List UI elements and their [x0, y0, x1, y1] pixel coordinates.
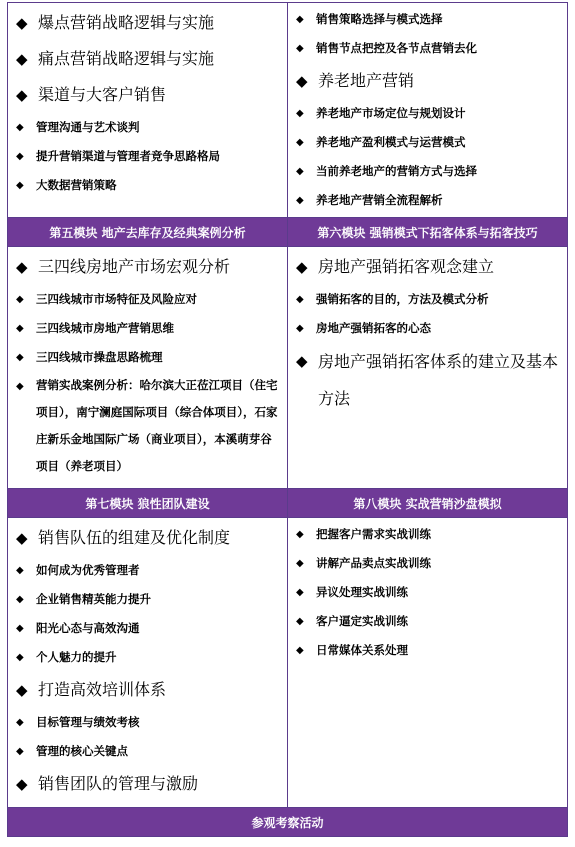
list-item [16, 643, 283, 672]
list-item-text: 如何成为优秀管理者 [36, 563, 140, 577]
diamond-bullet-icon: ◆ [296, 43, 304, 54]
diamond-bullet-icon: ◆ [296, 108, 304, 119]
list-item [296, 34, 563, 63]
list-top-right [288, 3, 567, 217]
list-item [296, 578, 563, 607]
diamond-bullet-icon: ◆ [16, 352, 24, 363]
list-item-text: 企业销售精英能力提升 [36, 592, 151, 606]
diamond-bullet-icon: ◆ [16, 14, 28, 32]
list-item-text: 渠道与大客户销售 [38, 85, 167, 104]
diamond-bullet-icon: ◆ [296, 166, 304, 177]
list-item-text: 打造高效培训体系 [38, 680, 167, 699]
list-item [296, 5, 563, 34]
diamond-bullet-icon: ◆ [16, 529, 28, 547]
cell-middle-left [8, 247, 288, 489]
list-item-text: 强销拓客的目的，方法及模式分析 [316, 292, 489, 306]
list-item [16, 343, 283, 372]
list-item-text: 养老地产市场定位与规划设计 [316, 106, 466, 120]
diamond-bullet-icon: ◆ [296, 258, 308, 276]
diamond-bullet-icon: ◆ [16, 746, 24, 757]
diamond-bullet-icon: ◆ [296, 352, 308, 370]
diamond-bullet-icon: ◆ [16, 623, 24, 634]
list-item-text: 目标管理与绩效考核 [36, 715, 140, 729]
list-middle-left [8, 247, 287, 482]
list-item [16, 708, 283, 737]
diamond-bullet-icon: ◆ [16, 122, 24, 133]
list-item [296, 99, 563, 128]
diamond-bullet-icon: ◆ [16, 258, 28, 276]
list-item-text: 管理沟通与艺术谈判 [36, 120, 140, 134]
list-item [296, 157, 563, 186]
row-middle [8, 247, 568, 489]
list-item-text: 三四线房地产市场宏观分析 [38, 257, 231, 276]
row-bottom [8, 518, 568, 808]
list-item [16, 41, 283, 77]
list-bottom-right [288, 518, 567, 667]
list-item-text: 日常媒体关系处理 [316, 643, 408, 657]
diamond-bullet-icon: ◆ [296, 294, 304, 305]
list-item [16, 672, 283, 708]
list-item-text: 房地产强销拓客体系的建立及基本方法 [318, 352, 559, 408]
diamond-bullet-icon: ◆ [16, 294, 24, 305]
list-bottom-left [8, 518, 287, 804]
diamond-bullet-icon: ◆ [296, 529, 304, 540]
header-row-modules-5-6 [8, 218, 568, 247]
list-item [296, 186, 563, 215]
module-7-header: 第七模块 狼性团队建设 [8, 489, 288, 518]
list-item [16, 556, 283, 585]
list-item [16, 285, 283, 314]
list-item [16, 520, 283, 556]
list-item-text: 销售策略选择与模式选择 [316, 12, 443, 26]
diamond-bullet-icon: ◆ [16, 381, 24, 392]
cell-middle-right [288, 247, 568, 489]
list-item [16, 372, 283, 480]
header-row-modules-7-8 [8, 489, 568, 518]
cell-bottom-left [8, 518, 288, 808]
list-item-text: 讲解产品卖点实战训练 [316, 556, 431, 570]
diamond-bullet-icon: ◆ [16, 652, 24, 663]
diamond-bullet-icon: ◆ [296, 616, 304, 627]
list-item-text: 管理的核心关键点 [36, 744, 128, 758]
list-item-text: 销售团队的管理与激励 [38, 774, 199, 793]
list-item-text: 房地产强销拓客观念建立 [318, 257, 495, 276]
list-item [296, 636, 563, 665]
diamond-bullet-icon: ◆ [16, 50, 28, 68]
list-item-text: 三四线城市房地产营销思维 [36, 321, 174, 335]
diamond-bullet-icon: ◆ [16, 86, 28, 104]
list-item-text: 个人魅力的提升 [36, 650, 117, 664]
list-item-text: 销售队伍的组建及优化制度 [38, 528, 231, 547]
list-item-text: 三四线城市市场特征及风险应对 [36, 292, 197, 306]
diamond-bullet-icon: ◆ [16, 323, 24, 334]
list-item [296, 128, 563, 157]
list-item-text: 房地产强销拓客的心态 [316, 321, 431, 335]
list-item-text: 客户逼定实战训练 [316, 614, 408, 628]
diamond-bullet-icon: ◆ [16, 717, 24, 728]
list-item-text: 大数据营销策略 [36, 178, 117, 192]
list-item-text: 销售节点把控及各节点营销去化 [316, 41, 477, 55]
list-item-text: 养老地产营销 [318, 71, 415, 90]
list-middle-right [288, 247, 567, 419]
diamond-bullet-icon: ◆ [296, 195, 304, 206]
list-item-text: 养老地产盈利模式与运营模式 [316, 135, 466, 149]
list-item-text: 异议处理实战训练 [316, 585, 408, 599]
list-item [16, 585, 283, 614]
diamond-bullet-icon: ◆ [16, 180, 24, 191]
list-item [296, 285, 563, 314]
list-item [16, 249, 283, 285]
list-item [16, 5, 283, 41]
list-item [16, 77, 283, 113]
row-top [8, 3, 568, 218]
module-8-header: 第八模块 实战营销沙盘模拟 [288, 489, 568, 518]
module-table [7, 2, 568, 837]
diamond-bullet-icon: ◆ [296, 587, 304, 598]
diamond-bullet-icon: ◆ [296, 72, 308, 90]
list-item [296, 343, 563, 417]
diamond-bullet-icon: ◆ [16, 775, 28, 793]
list-item [296, 63, 563, 99]
list-top-left [8, 3, 287, 202]
list-item-text: 当前养老地产的营销方式与选择 [316, 164, 477, 178]
list-item-text: 痛点营销战略逻辑与实施 [38, 49, 215, 68]
list-item [16, 142, 283, 171]
diamond-bullet-icon: ◆ [296, 137, 304, 148]
module-6-header: 第六模块 强销模式下拓客体系与拓客技巧 [288, 218, 568, 247]
list-item [16, 737, 283, 766]
diamond-bullet-icon: ◆ [296, 645, 304, 656]
cell-top-right [288, 3, 568, 218]
list-item-text: 爆点营销战略逻辑与实施 [38, 13, 215, 32]
diamond-bullet-icon: ◆ [16, 681, 28, 699]
diamond-bullet-icon: ◆ [16, 151, 24, 162]
list-item-text: 养老地产营销全流程解析 [316, 193, 443, 207]
diamond-bullet-icon: ◆ [16, 594, 24, 605]
list-item [296, 314, 563, 343]
cell-top-left [8, 3, 288, 218]
list-item [16, 171, 283, 200]
list-item [16, 766, 283, 802]
list-item [16, 314, 283, 343]
diamond-bullet-icon: ◆ [16, 565, 24, 576]
diamond-bullet-icon: ◆ [296, 14, 304, 25]
list-item [16, 614, 283, 643]
list-item [296, 607, 563, 636]
list-item [296, 249, 563, 285]
diamond-bullet-icon: ◆ [296, 558, 304, 569]
site-visit-footer: 参观考察活动 [8, 808, 568, 837]
list-item [16, 113, 283, 142]
list-item-text: 三四线城市操盘思路梳理 [36, 350, 163, 364]
cell-bottom-right [288, 518, 568, 808]
diamond-bullet-icon: ◆ [296, 323, 304, 334]
footer-row [8, 808, 568, 837]
course-outline-sheet [7, 2, 568, 840]
list-item [296, 520, 563, 549]
list-item [296, 549, 563, 578]
list-item-text: 阳光心态与高效沟通 [36, 621, 140, 635]
list-item-text: 营销实战案例分析：哈尔滨大正莅江项目（住宅项目），南宁澜庭国际项目（综合体项目），石家庄新乐金地国际广场（商业项目），本溪萌芽谷项目（养老项目） [36, 378, 278, 473]
list-item-text: 把握客户需求实战训练 [316, 527, 431, 541]
module-5-header: 第五模块 地产去库存及经典案例分析 [8, 218, 288, 247]
list-item-text: 提升营销渠道与管理者竞争思路格局 [36, 149, 220, 163]
